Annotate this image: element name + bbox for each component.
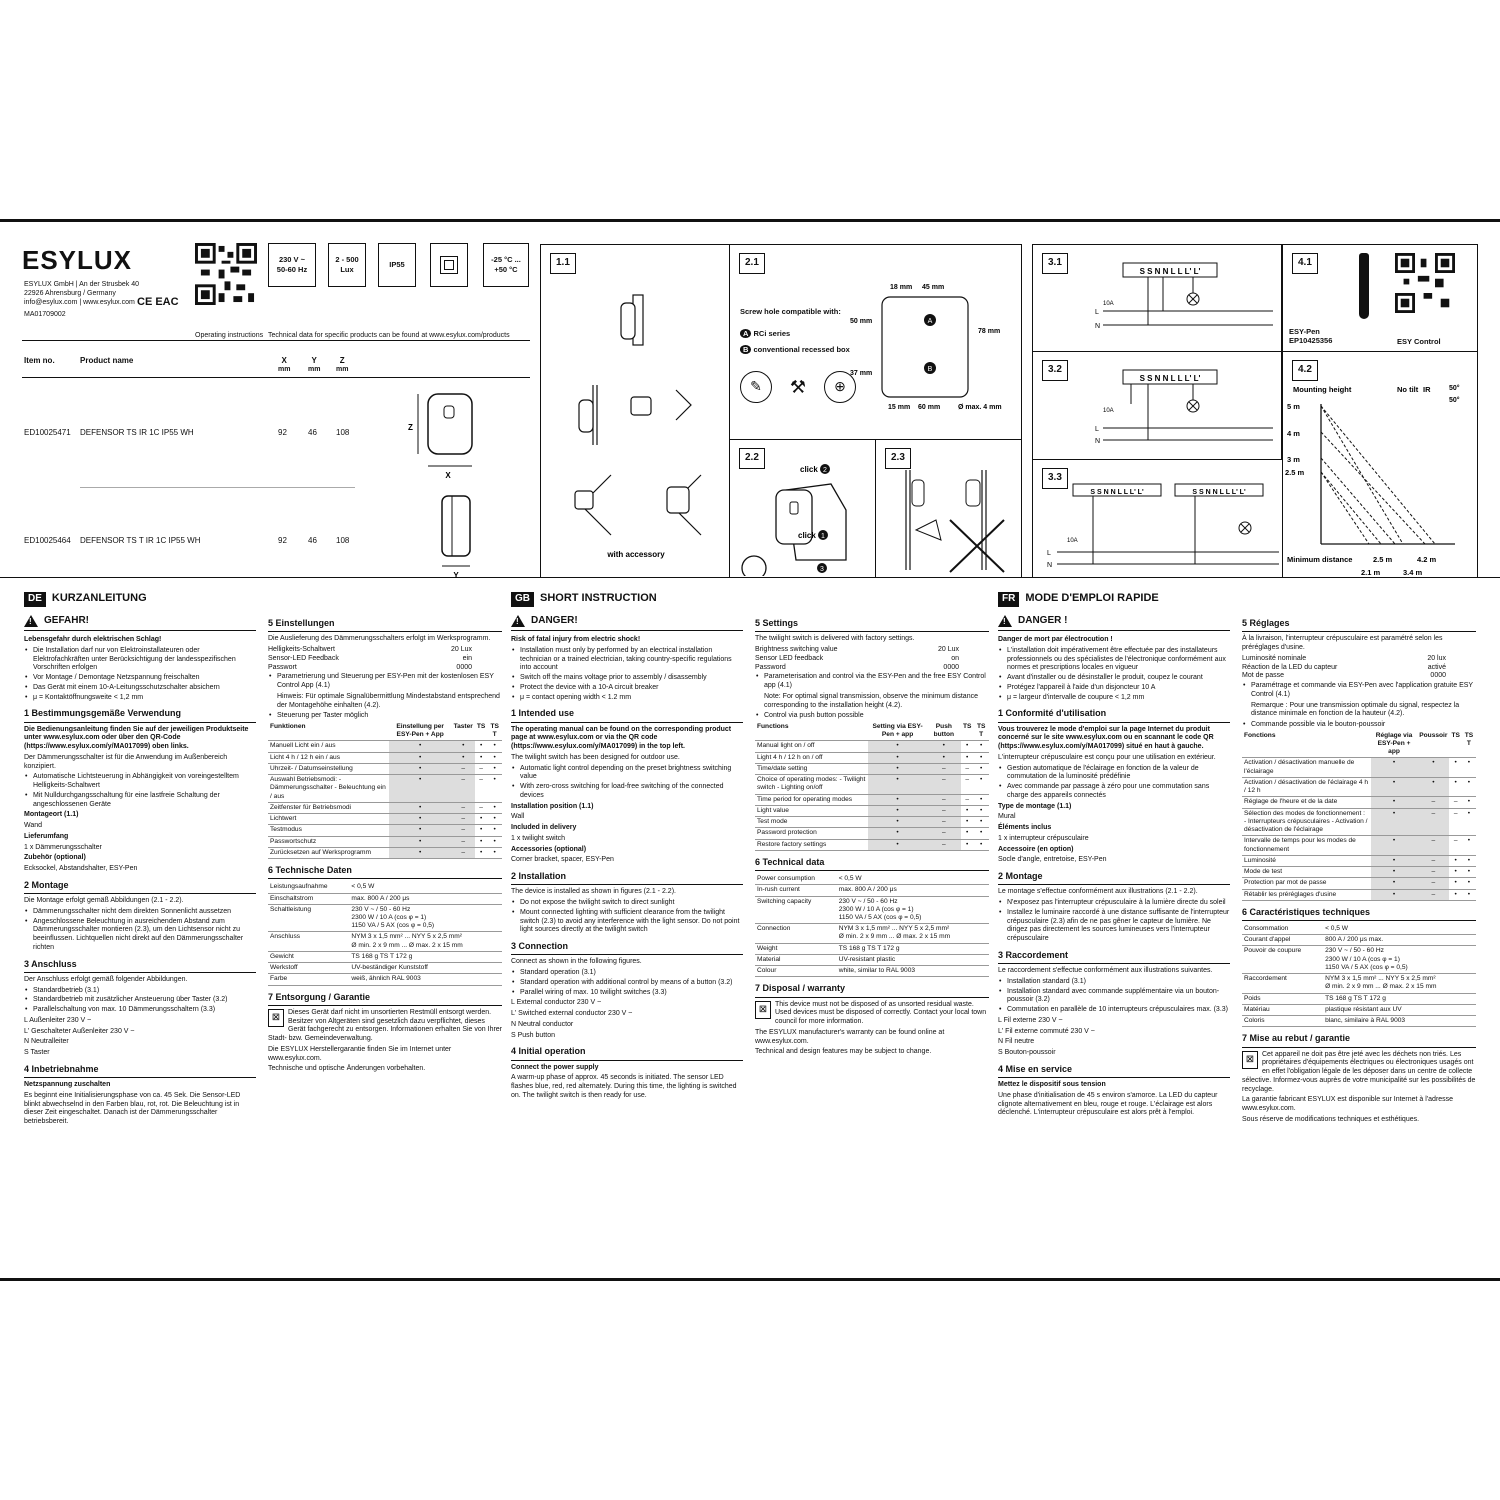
svg-text:L: L <box>1095 426 1099 433</box>
gb-tech-table <box>755 874 989 977</box>
warning-icon <box>511 615 525 627</box>
qr-caption: Operating instructions <box>195 332 264 339</box>
table-row: Weight TS 168 g TS T 172 g <box>755 943 989 954</box>
table-row: Leistungsaufnahme < 0,5 W <box>268 882 502 893</box>
svg-text:click: click <box>800 465 818 474</box>
fr-column-1: FR MODE D'EMPLOI RAPIDE ! DANGER ! Danger de mort par électrocution ! • L'installation doit impérativement être effectuée par des installateurs professionnels ou des spécialistes de l'électronique conformément aux normes et prescriptions locales en vigueur • Avant d'installer ou de désinstaller le produit, coupez le courant • Protégez l'appareil à l'aide d'un disjoncteur 10 A • μ = largeur d'intervalle de coupure < 1,2 mm 1 Conformité d'utilisation Vous trouverez le mode d'emploi sur la page Internet du produit concerné sur le site www.esylux.com ou en scannant le code QR (https://www.esylux.com/y/MA017099) situé en haut à gauche. L'interrupteur crépusculaire est conçu pour une utilisation en extérieur. • Gestion automatique de l'éclairage en fonction de la valeur de commutation de la luminosité prédéfinie • Avec commande par passage à zéro pour une commutation sans charge des appareils connectés Type de montage (1.1) Mural Éléments inclus 1 x interrupteur crépusculaire Accessoire (en option) Socle d'angle, entretoise, ESY-Pen 2 Montage Le montage s'effectue conformément aux illustrations (2.1 - 2.2). • N'exposez pas l'interrupteur crépusculaire à la lumière directe du soleil • Installez le luminaire raccordé à une distance suffisante de l'interrupteur crépusculaire (2.3) afin de ne pas gêner le capteur de lumière. Ne dirigez pas directement les sources lumineuses vers l'interrupteur crépusculaire 3 Raccordement Le raccordement s'effectue conformément aux illustrations suivantes. • Installation standard (3.1) • Installation standard avec commande supplémentaire via un bouton-poussoir (3.2) • Commutation en parallèle de 10 interrupteurs crépusculaires max. (3.3) L Fil externe 230 V ~ L' Fil externe commuté 230 V ~ N Fil neutre S Bouton-poussoir 4 Mise en service Mettez le dispositif sous tension Une phase d'initialisation de 45 s environ s'amorce. La LED du capteur clignote alternativement en bleu, rouge et rouge. L'éclairage est alors déclenché. L'interrupteur crépusculaire est alors prêt à l'emploi. <box>998 592 1230 1120</box>
de-column-1: DE KURZANLEITUNG ! GEFAHR! Lebensgefahr durch elektrischen Schlag! • Die Installation darf nur von Elektroinstallateuren oder Elektrofachkräften unter Berücksichtigung der landesspezifischen Vorschriften erfolgen • Vor Montage / Demontage Netzspannung freischalten • Das Gerät mit einem 10-A-Leitungsschutzschalter absichern • μ = Kontaktöffnungsweite < 1,2 mm 1 Bestimmungsgemäße Verwendung Die Bedienungsanleitung finden Sie auf der jeweiligen Produktseite unter www.esylux.com oder über den QR-Code (https://www.esylux.com/y/MA017099) oben links. Der Dämmerungsschalter ist für die Anwendung im Außenbereich konzipiert. • Automatische Lichtsteuerung in Abhängigkeit von voreingestelltem Helligkeits-Schaltwert • Mit Nulldurchgangsschaltung für eine lastfreie Schaltung der angeschlossenen Geräte Montageort (1.1) Wand Lieferumfang 1 x Dämmerungsschalter Zubehör (optional) Ecksockel, Abstandshalter, ESY-Pen 2 Montage Die Montage erfolgt gemäß Abbildungen (2.1 - 2.2). • Dämmerungsschalter nicht dem direkten Sonnenlicht aussetzen • Angeschlossene Beleuchtung in ausreichendem Abstand zum Dämmerungsschalter montieren (2.3), um den Lichtsensor nicht zu beeinflussen. Lichtquellen nicht direkt auf den Dämmerungsschalter richten 3 Anschluss Der Anschluss erfolgt gemäß folgender Abbildungen. • Standardbetrieb (3.1) • Standardbetrieb mit zusätzlicher Ansteuerung über Taster (3.2) • Parallelschaltung von max. 10 Dämmerungsschaltern (3.3) L Außenleiter 230 V ~ L' Geschalteter Außenleiter 230 V ~ N Neutralleiter S Taster 4 Inbetriebnahme Netzspannung zuschalten Es beginnt eine Initialisierungsphase von ca. 45 Sek. Die Sensor-LED blinkt abwechselnd in den Farben blau, rot, rot. Die Beleuchtung ist in dieser Zeit eingeschaltet. Danach ist der Dämmerungsschalter betriebsbereit. <box>24 592 256 1129</box>
table-row: Intervalle de temps pour les modes de fonctionnement • – – • <box>1242 836 1476 855</box>
svg-text:50 mm: 50 mm <box>850 318 873 325</box>
figure-4-1: 4.1 ESY-Pen EP10425356 ESY Control <box>1282 244 1478 352</box>
header-block: ESYLUX ESYLUX GmbH | An der Strusbek 40 22926 Ahrensburg / Germany info@esylux.com | www.esylux.com MA01709002 CE EAC Operating instructions 230 V ~ 50-60 Hz 2 - 500 Lux IP55 -25 °C ... +50 °C Technical data for specific products can be found at www.esylux.com/products Item no. Product name X mm Y mm Z mm ED10025471 DEFENSOR TS IR 1C IP55 WH 92 46 108 ED10025464 DEFENSOR TS T IR 1C IP55 WH 92 46 108 X Z Y <box>22 240 530 570</box>
company-address: ESYLUX GmbH | An der Strusbek 40 22926 Ahrensburg / Germany info@esylux.com | www.esylux.com MA01709002 <box>24 281 140 319</box>
table-row: Pouvoir de coupure 230 V ~ / 50 - 60 Hz 2300 W / 10 A (cos φ = 1) 1150 VA / 5 AX (cos φ = 0,5) <box>1242 946 1476 974</box>
svg-text:78 mm: 78 mm <box>978 328 1001 335</box>
svg-text:S S N N L L L' L': S S N N L L L' L' <box>1139 374 1201 383</box>
table-row: Einschaltstrom max. 800 A / 200 μs <box>268 893 502 904</box>
svg-text:N: N <box>1047 562 1053 569</box>
waste-bin-icon: ⊠ <box>755 1001 771 1019</box>
de-danger: ! GEFAHR! <box>24 615 256 632</box>
drilling-template-drawing <box>850 275 1018 425</box>
table-row: Lichtwert • – • • <box>268 814 502 825</box>
svg-text:Mounting height: Mounting height <box>1293 385 1352 394</box>
svg-text:3 m: 3 m <box>1287 455 1300 464</box>
table-row: Matériau plastique résistant aux UV <box>1242 1004 1476 1015</box>
svg-text:Z: Z <box>408 423 413 432</box>
table-row: Light 4 h / 12 h on / off • • • • <box>755 752 989 763</box>
table-row: Choice of operating modes: - Twilight switch - Lighting on/off • – – • <box>755 775 989 794</box>
svg-text:10A: 10A <box>1103 301 1114 307</box>
gb-functions-table: Functions Setting via ESY-Pen + app Push button TS TS T Manual light on / off • • • • Light 4 h / 12 h on / off • • • • Time/date setting • – – • Choice of operating modes: - Twilight switch - Lighting on/off • – – • Time period for operating modes • – – • Light value • – • • Test mode • – • • Password protection • – • • Restore factory settings • – • • <box>755 722 989 851</box>
de-tech-table <box>268 882 502 985</box>
col-item-header: Item no. <box>24 356 55 365</box>
svg-text:10A: 10A <box>1067 538 1078 544</box>
table-row: Password protection • – • • <box>755 828 989 839</box>
table-row: Raccordement NYM 3 x 1,5 mm² ... NYY 5 x 2,5 mm² Ø min. 2 x 9 mm ... Ø max. 2 x 15 mm <box>1242 974 1476 993</box>
wiring-button-drawing <box>1073 360 1278 456</box>
certification-marks: CE EAC <box>137 296 179 308</box>
mounting-height-chart <box>1285 382 1475 578</box>
svg-text:B: B <box>927 366 933 373</box>
table-row: Rétablir les préréglages d'usine • – • • <box>1242 889 1476 900</box>
table-row: In-rush current max. 800 A / 200 μs <box>755 885 989 896</box>
de-heading: DE KURZANLEITUNG <box>24 592 256 607</box>
table-row: Power consumption < 0,5 W <box>755 874 989 885</box>
table-row: Uhrzeit- / Datumseinstellung • – – • <box>268 763 502 774</box>
product-side-drawing <box>406 488 486 578</box>
warning-icon <box>998 615 1012 627</box>
table-row: Coloris blanc, similaire à RAL 9003 <box>1242 1016 1476 1027</box>
svg-text:Ø max. 4 mm: Ø max. 4 mm <box>958 404 1002 411</box>
de-column-2: 5 Einstellungen Die Auslieferung des Dämmerungsschalters erfolgt im Werksprogramm. Helligkeits-Schaltwert 20 Lux Sensor-LED Feedback ein Passwort 0000 • Parametrierung und Steuerung per ESY-Pen mit der kostenlosen ESY Control App (4.1) Hinweis: Für optimale Signalübermittlung Mindestabstand entsprechend der Montagehöhe einhalten (4.2). • Steuerung per Taster möglich Funktionen Einstellung per ESY-Pen + App Taster TS TS T Manuell Licht ein / aus • • • • Licht 4 h / 12 h ein / aus • • • • Uhrzeit- / Datumseinstellung • – – • Auswahl Betriebsmodi: - Dämmerungsschalter - Beleuchtung ein / aus • – – • Zeitfenster für Betriebsmodi • – – • Lichtwert • – • • Testmodus • – • • Passwortschutz • – • • Zurücksetzen auf Werksprogramm • – • • 6 Technische Daten Leistungsaufnahme < 0,5 W Einschaltstrom max. 800 A / 200 μs Schaltleistung 230 V ~ / 50 - 60 Hz 2300 W / 10 A (cos φ = 1) 1150 VA / 5 AX (cos φ = 0,5) Anschluss NYM 3 x 1,5 mm² ... NYY 5 x 2,5 mm² Ø min. 2 x 9 mm ... Ø max. 2 x 15 mm Gewicht TS 168 g TS T 172 g Werkstoff UV-beständiger Kunststoff Farbe weiß, ähnlich RAL 9003 7 Entsorgung / Garantie ⊠ Dieses Gerät darf nicht im unsortierten Restmüll entsorgt werden. Besitzer von Altgeräten sind gesetzlich dazu verpflichtet, dieses Gerät fachgerecht zu entsorgen. Informationen erhalten Sie von Ihrer Stadt- bzw. Gemeindeverwaltung. Die ESYLUX Herstellergarantie finden Sie im Internet unter www.esylux.com. Technische und optische Änderungen vorbehalten. <box>268 618 502 1076</box>
fr-heading: FR MODE D'EMPLOI RAPIDE <box>998 592 1230 607</box>
table-row: Testmodus • – • • <box>268 825 502 836</box>
svg-text:S S N N L L L' L': S S N N L L L' L' <box>1090 489 1144 496</box>
table-row: Werkstoff UV-beständiger Kunststoff <box>268 963 502 974</box>
table-row: Test mode • – • • <box>755 817 989 828</box>
table-row: Activation / désactivation de l'éclairage 4 h / 12 h • • • • <box>1242 777 1476 796</box>
table-row: Luminosité • – • • <box>1242 855 1476 866</box>
protection-class-icon <box>430 243 468 287</box>
esylux-logo: ESYLUX <box>22 245 133 275</box>
figure-2-3: 2.3 <box>876 440 1022 578</box>
col-x-header: X mm <box>278 356 291 373</box>
table-row: Light value • – • • <box>755 805 989 816</box>
figure-3-1: 3.1 S S N N L L L' L' L N 10A <box>1032 244 1282 352</box>
fr-column-2: 5 Réglages À la livraison, l'interrupteur crépusculaire est paramétré selon les préréglages d'usine. Luminosité nominale 20 lux Réaction de la LED du capteur activé Mot de passe 0000 • Paramétrage et commande via ESY-Pen avec l'application gratuite ESY Control (4.1) Remarque : Pour une transmission optimale du signal, respectez la distance minimale en fonction de la hauteur (4.2). • Commande possible via le bouton-poussoir Fonctions Réglage via ESY-Pen + app Poussoir TS TS T Activation / désactivation manuelle de l'éclairage • • • • Activation / désactivation de l'éclairage 4 h / 12 h • • • • Réglage de l'heure et de la date • – – • Sélection des modes de fonctionnement : - Interrupteurs crépusculaires - Activation / désactivation de l'éclairage • – – • Intervalle de temps pour les modes de fonctionnement • – – • Luminosité • – • • Mode de test • – • • Protection par mot de passe • – • • Rétablir les préréglages d'usine • – • • 6 Caractéristiques techniques Consommation < 0,5 W Courant d'appel 800 A / 200 μs max. Pouvoir de coupure 230 V ~ / 50 - 60 Hz 2300 W / 10 A (cos φ = 1) 1150 VA / 5 AX (cos φ = 0,5) Raccordement NYM 3 x 1,5 mm² ... NYY 5 x 2,5 mm² Ø min. 2 x 9 mm ... Ø max. 2 x 15 mm Poids TS 168 g TS T 172 g Matériau plastique résistant aux UV Coloris blanc, similaire à RAL 9003 7 Mise au rebut / garantie ⊠ Cet appareil ne doit pas être jeté avec les déchets non triés. Les propriétaires d'équipements électriques ou électroniques usagés ont en effet l'obligation légale de les déposer dans un centre de collecte sélective. Informez-vous auprès de votre municipalité sur les possibilités de recyclage. La garantie fabricant ESYLUX est disponible sur Internet à l'adresse www.esylux.com. Sous réserve de modifications techniques et esthétiques. <box>1242 618 1476 1127</box>
screwdriver-icon: ✎ <box>740 371 772 403</box>
figure-2-1: 2.1 Screw hole compatible with: A RCi series B conventional recessed box A B 18 mm 45 mm 50 mm 78 mm 37 mm 15 mm 60 mm Ø max. 4 mm ✎ ⚒ ⊕ <box>730 244 1022 440</box>
waste-bin-icon: ⊠ <box>1242 1051 1258 1069</box>
top-band <box>0 222 1500 578</box>
table-row: Activation / désactivation manuelle de l'éclairage • • • • <box>1242 758 1476 777</box>
figure-3-2: 3.2 S S N N L L L' L' L N 10A <box>1032 352 1282 460</box>
table-row: Farbe weiß, ähnlich RAL 9003 <box>268 974 502 985</box>
svg-text:60 mm: 60 mm <box>918 404 941 411</box>
table-row: Switching capacity 230 V ~ / 50 - 60 Hz 2300 W / 10 A (cos φ = 1) 1150 VA / 5 AX (cos φ = 0,5) <box>755 896 989 924</box>
table-row: Protection par mot de passe • – • • <box>1242 878 1476 889</box>
fr-functions-table: Fonctions Réglage via ESY-Pen + app Poussoir TS TS T Activation / désactivation manuelle de l'éclairage • • • • Activation / désactivation de l'éclairage 4 h / 12 h • • • • Réglage de l'heure et de la date • – – • Sélection des modes de fonctionnement : - Interrupteurs crépusculaires - Activation / désactivation de l'éclairage • – – • Intervalle de temps pour les modes de fonctionnement • – – • Luminosité • – • • Mode de test • – • • Protection par mot de passe • – • • Rétablir les préréglages d'usine • – • • <box>1242 731 1476 901</box>
table-row: Auswahl Betriebsmodi: - Dämmerungsschalter - Beleuchtung ein / aus • – – • <box>268 775 502 803</box>
table-row: Manuell Licht ein / aus • • • • <box>268 741 502 752</box>
table-row: Consommation < 0,5 W <box>1242 924 1476 935</box>
table-row: Sélection des modes de fonctionnement : - Interrupteurs crépusculaires - Activation / désactivation de l'éclairage • – – • <box>1242 808 1476 836</box>
svg-text:X: X <box>445 471 451 480</box>
svg-text:3: 3 <box>820 566 824 573</box>
screw-icon: ⊕ <box>824 371 856 403</box>
svg-text:N: N <box>1095 438 1101 445</box>
figure-1-1: 1.1 with accessory <box>540 244 730 578</box>
snap-on-drawing <box>736 460 872 576</box>
svg-text:2: 2 <box>823 467 827 474</box>
esy-control-qr-icon[interactable] <box>1395 253 1455 313</box>
table-row: Schaltleistung 230 V ~ / 50 - 60 Hz 2300 W / 10 A (cos φ = 1) 1150 VA / 5 AX (cos φ = 0,5) <box>268 904 502 932</box>
svg-text:3.4 m: 3.4 m <box>1403 568 1423 577</box>
wiring-parallel-drawing <box>1043 470 1283 576</box>
waste-bin-icon: ⊠ <box>268 1009 284 1027</box>
gb-danger: ! DANGER! <box>511 615 743 632</box>
fr-tech-table <box>1242 924 1476 1027</box>
svg-text:18 mm: 18 mm <box>890 284 913 291</box>
svg-text:with accessory: with accessory <box>607 550 665 559</box>
table-row: Réglage de l'heure et de la date • – – • <box>1242 797 1476 808</box>
svg-text:Y: Y <box>453 571 459 578</box>
table-row: Mode de test • – • • <box>1242 867 1476 878</box>
warning-icon <box>24 615 38 627</box>
qr-code-icon[interactable] <box>195 243 257 305</box>
tech-data-link[interactable]: Technical data for specific products can be found at www.esylux.com/products <box>268 332 510 339</box>
svg-text:45 mm: 45 mm <box>922 284 945 291</box>
svg-text:10A: 10A <box>1103 408 1114 414</box>
table-row: Poids TS 168 g TS T 172 g <box>1242 993 1476 1004</box>
svg-text:Minimum distance: Minimum distance <box>1287 555 1353 564</box>
gb-column-1: GB SHORT INSTRUCTION ! DANGER! Risk of fatal injury from electric shock! • Installation must only by performed by an electrical installation technician or a trained electrician, taking country-specific regulations into account • Switch off the mains voltage prior to assembly / disassembly • Protect the device with a 10-A circuit breaker • μ = contact opening width < 1.2 mm 1 Intended use The operating manual can be found on the corresponding product page at www.esylux.com or via the QR code (https://www.esylux.com/y/MA017099) in the top left. The twilight switch has been designed for outdoor use. • Automatic light control depending on the preset brightness switching value • With zero-cross switching for load-free switching of the connected devices Installation position (1.1) Wall Included in delivery 1 x twilight switch Accessories (optional) Corner bracket, spacer, ESY-Pen 2 Installation The device is installed as shown in figures (2.1 - 2.2). • Do not expose the twilight switch to direct sunlight • Mount connected lighting with sufficient clearance from the twilight switch (2.3) to avoid any interference with the light sensor. Do not point light sources directly at the twilight switch 3 Connection Connect as shown in the following figures. • Standard operation (3.1) • Standard operation with additional control by means of a button (3.2) • Parallel wiring of max. 10 twilight switches (3.3) L External conductor 230 V ~ L' Switched external conductor 230 V ~ N Neutral conductor S Push button 4 Initial operation Connect the power supply A warm-up phase of approx. 45 seconds is initiated. The sensor LED flashes blue, red, red alternately. During this time, the lighting is switched on. The twilight switch is then ready for use. <box>511 592 743 1103</box>
svg-text:L: L <box>1095 309 1099 316</box>
fr-danger: ! DANGER ! <box>998 615 1230 632</box>
table-row: Passwortschutz • – • • <box>268 836 502 847</box>
table-row: Material UV-resistant plastic <box>755 954 989 965</box>
table-row: Connection NYM 3 x 1,5 mm² ... NYY 5 x 2,5 mm² Ø min. 2 x 9 mm ... Ø max. 2 x 15 mm <box>755 924 989 943</box>
svg-text:S S N N L L L' L': S S N N L L L' L' <box>1139 267 1201 276</box>
table-row: Manual light on / off • • • • <box>755 741 989 752</box>
spec-ip: IP55 <box>378 243 416 287</box>
svg-text:50°: 50° <box>1449 397 1460 404</box>
table-row: Time/date setting • – – • <box>755 763 989 774</box>
de-functions-table: Funktionen Einstellung per ESY-Pen + App Taster TS TS T Manuell Licht ein / aus • • • • Licht 4 h / 12 h ein / aus • • • • Uhrzeit- / Datumseinstellung • – – • Auswahl Betriebsmodi: - Dämmerungsschalter - Beleuchtung ein / aus • – – • Zeitfenster für Betriebsmodi • – – • Lichtwert • – • • Testmodus • – • • Passwortschutz • – • • Zurücksetzen auf Werksprogramm • – • • <box>268 722 502 859</box>
col-z-header: Z mm <box>336 356 349 373</box>
svg-text:N: N <box>1095 323 1101 330</box>
light-clearance-drawing <box>886 460 1016 576</box>
figure-3-3: 3.3 S S N N L L L' L' S S N N L L L' L' L N 10A <box>1032 460 1282 578</box>
svg-text:37 mm: 37 mm <box>850 370 873 377</box>
table-row: Courant d'appel 800 A / 200 μs max. <box>1242 935 1476 946</box>
spec-lux: 2 - 500 Lux <box>328 243 366 287</box>
table-row: Zurücksetzen auf Werksprogramm • – • • <box>268 847 502 858</box>
table-row: Gewicht TS 168 g TS T 172 g <box>268 951 502 962</box>
svg-text:L: L <box>1047 550 1051 557</box>
gb-column-2: 5 Settings The twilight switch is delivered with factory settings. Brightness switching value 20 Lux Sensor LED feedback on Password 0000 • Parameterisation and control via the ESY-Pen and the free ESY Control app (4.1) Note: For optimal signal transmission, observe the minimum distance corresponding to the installation height (4.2). • Control via push button possible Functions Setting via ESY-Pen + app Push button TS TS T Manual light on / off • • • • Light 4 h / 12 h on / off • • • • Time/date setting • – – • Choice of operating modes: - Twilight switch - Lighting on/off • – – • Time period for operating modes • – – • Light value • – • • Test mode • – • • Password protection • – • • Restore factory settings • – • • 6 Technical data Power consumption < 0,5 W In-rush current max. 800 A / 200 μs Switching capacity 230 V ~ / 50 - 60 Hz 2300 W / 10 A (cos φ = 1) 1150 VA / 5 AX (cos φ = 0,5) Connection NYM 3 x 1,5 mm² ... NYY 5 x 2,5 mm² Ø min. 2 x 9 mm ... Ø max. 2 x 15 mm Weight TS 168 g TS T 172 g Material UV-resistant plastic Colour white, similar to RAL 9003 7 Disposal / warranty ⊠ This device must not be disposed of as unsorted residual waste. Used devices must be disposed of correctly. Contact your local town council for more information. The ESYLUX manufacturer's warranty can be found online at www.esylux.com. Technical and design features may be subject to change. <box>755 618 989 1059</box>
svg-text:50°: 50° <box>1449 385 1460 392</box>
figure-4-2: 4.2 Mounting height No tilt IR 50° 50° 5 m 4 m 3 m 2.5 m Minimum distance 2.5 m 4.2 m 2.1 m 3.4 m <box>1282 352 1478 578</box>
col-y-header: Y mm <box>308 356 321 373</box>
table-row: Restore factory settings • – • • <box>755 839 989 850</box>
table-row: Time period for operating modes • – – • <box>755 794 989 805</box>
tools-row <box>740 371 856 403</box>
svg-text:4.2 m: 4.2 m <box>1417 555 1437 564</box>
gb-heading: GB SHORT INSTRUCTION <box>511 592 743 607</box>
svg-text:1: 1 <box>821 533 825 540</box>
svg-text:click: click <box>798 531 816 540</box>
svg-text:S S N N L L L' L': S S N N L L L' L' <box>1192 489 1246 496</box>
mounting-positions-drawing <box>551 275 721 565</box>
svg-text:No tilt: No tilt <box>1397 385 1419 394</box>
figure-2-2: 2.2 click 2 click 1 3 <box>730 440 876 578</box>
table-row: Anschluss NYM 3 x 1,5 mm² ... NYY 5 x 2,5 mm² Ø min. 2 x 9 mm ... Ø max. 2 x 15 mm <box>268 932 502 951</box>
svg-text:A: A <box>927 318 933 325</box>
wiring-standard-drawing <box>1073 253 1278 349</box>
drill-icon: ⚒ <box>789 376 807 397</box>
table-row: Licht 4 h / 12 h ein / aus • • • • <box>268 752 502 763</box>
table-row: Colour white, similar to RAL 9003 <box>755 966 989 977</box>
esy-pen-icon <box>1359 253 1369 319</box>
spec-voltage: 230 V ~ 50-60 Hz <box>268 243 316 287</box>
svg-text:2.5 m: 2.5 m <box>1373 555 1393 564</box>
svg-text:5 m: 5 m <box>1287 402 1300 411</box>
svg-text:IR: IR <box>1423 385 1431 394</box>
svg-text:4 m: 4 m <box>1287 429 1300 438</box>
svg-text:15 mm: 15 mm <box>888 404 911 411</box>
product-front-drawing <box>406 380 486 480</box>
table-row: Zeitfenster für Betriebsmodi • – – • <box>268 802 502 813</box>
spec-temperature: -25 °C ... +50 °C <box>483 243 529 287</box>
svg-text:2.5 m: 2.5 m <box>1285 468 1305 477</box>
col-name-header: Product name <box>80 356 134 365</box>
svg-text:2.1 m: 2.1 m <box>1361 568 1381 577</box>
